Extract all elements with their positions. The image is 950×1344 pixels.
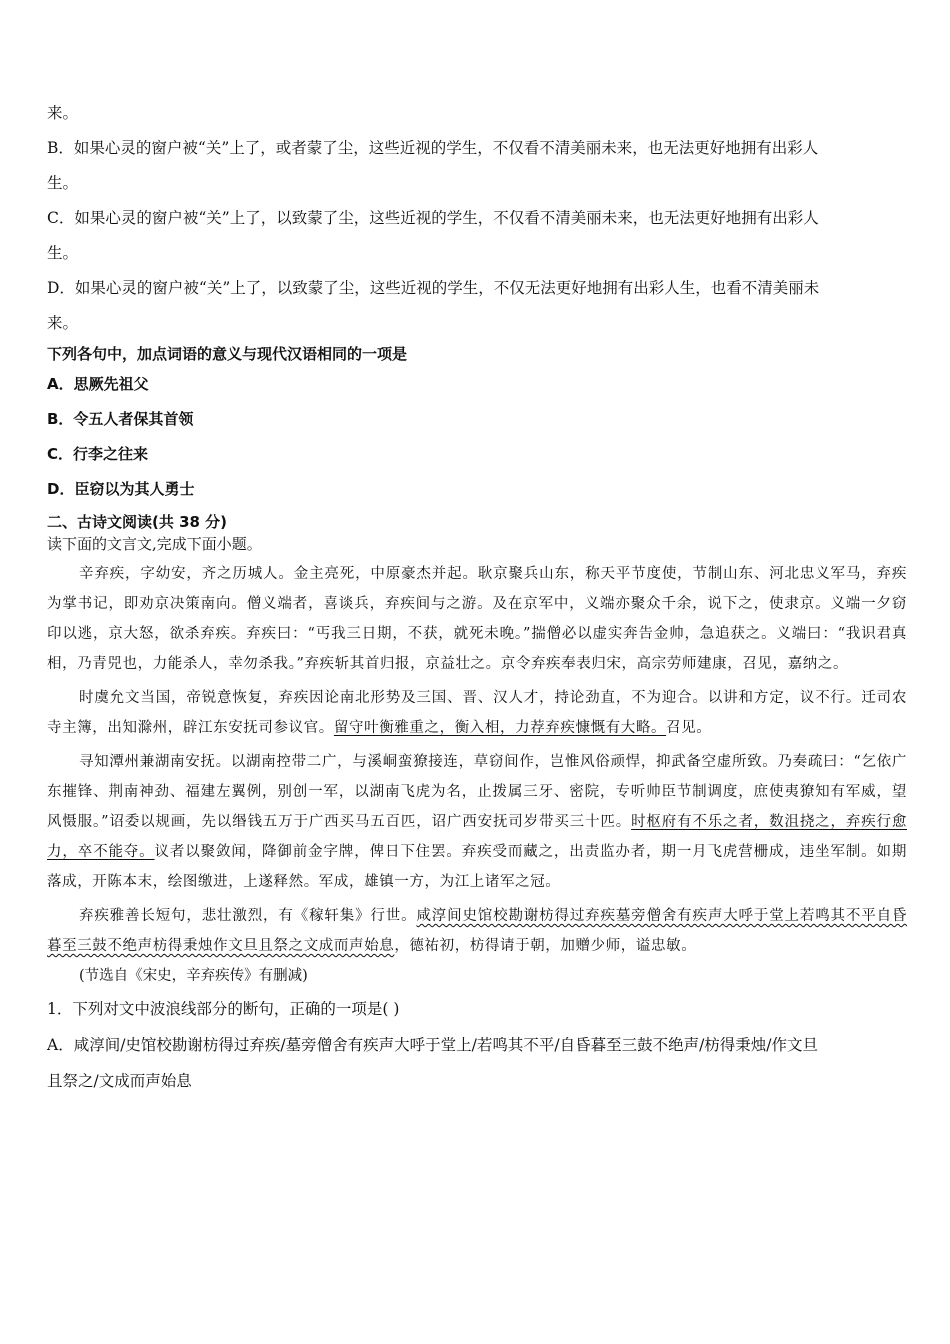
p3-underlined: 时枢府有不乐之者，数沮挠之，弃疾行愈力，卒不能夺。 bbox=[47, 814, 907, 860]
section-title: 二、古诗文阅读(共 38 分) bbox=[47, 513, 228, 531]
previous-question-options bbox=[47, 96, 907, 341]
p2-underlined: 留守叶衡雅重之，衡入相，力荐弃疾慷慨有大略。 bbox=[333, 720, 667, 736]
passage-paragraph-4 bbox=[47, 901, 907, 961]
p2-tail: 召见。 bbox=[666, 720, 712, 736]
option-c: C．如果心灵的窗户被“关”上了，以致蒙了尘，这些近视的学生，不仅看不清美丽未来，也无法更好地拥有出彩人 bbox=[47, 209, 819, 227]
question-1-stem: 1．下列对文中波浪线部分的断句，正确的一项是( ) bbox=[47, 1000, 400, 1018]
option-d-continuation: 来。 bbox=[47, 314, 79, 332]
p3-tail: 议者以聚敛闻，降御前金字牌，俾日下住罢。弃疾受而藏之，出责监办者，期一月飞虎营栅成，违坐军制。如期落成，开陈本末，绘图缴进，上遂释然。军成，雄镇一方，为江上诸军之冠。 bbox=[47, 844, 907, 890]
document-page bbox=[47, 96, 907, 1099]
word-option-a: A．思厥先祖父 bbox=[47, 375, 149, 393]
question-1 bbox=[47, 991, 907, 1099]
option-b: B．如果心灵的窗户被“关”上了，或者蒙了尘，这些近视的学生，不仅看不清美丽未来，也无法更好地拥有出彩人 bbox=[47, 139, 819, 157]
option-a-continuation: 来。 bbox=[47, 104, 79, 122]
section-instruction: 读下面的文言文,完成下面小题。 bbox=[47, 535, 262, 553]
question-1-option-a-line1: A．咸淳间/史馆校勘谢枋得过弃疾/墓旁僧舍有疾声大呼于堂上/若鸣其不平/自昏暮至三鼓不绝声/枋得秉烛/作文旦 bbox=[47, 1036, 819, 1054]
word-option-b: B．令五人者保其首领 bbox=[47, 410, 194, 428]
option-c-continuation: 生。 bbox=[47, 244, 79, 262]
word-option-d: D．臣窃以为其人勇士 bbox=[47, 480, 195, 498]
passage-paragraph-1: 辛弃疾，字幼安，齐之历城人。金主亮死，中原豪杰并起。耿京聚兵山东，称天平节度使，节制山东、河北忠义军马，弃疾为掌书记，即劝京决策南向。僧义端者，喜谈兵，弃疾间与之游。及在京军中，义端亦聚众千余，说下之，使隶京。义端一夕窃印以逃，京大怒，欲杀弃疾。弃疾曰：“丐我三日期，不获，就死未晚。”揣僧必以虚实奔告金帅，急追获之。义端曰：“我识君真相，乃青兕也，力能杀人，幸勿杀我。”弃疾斩其首归报，京益壮之。京令弃疾奉表归宋，高宗劳师建康，召见，嘉纳之。 bbox=[47, 566, 907, 672]
p4-tail: ，德祐初，枋得请于朝，加赠少师，谥忠敏。 bbox=[394, 938, 697, 954]
option-b-continuation: 生。 bbox=[47, 174, 79, 192]
p4-text: 弃疾雅善长短句，悲壮激烈，有《稼轩集》行世。 bbox=[79, 908, 417, 924]
passage-paragraph-3 bbox=[47, 747, 907, 897]
word-option-c: C．行李之往来 bbox=[47, 445, 149, 463]
passage-paragraph-2 bbox=[47, 683, 907, 743]
p4-wavy: 咸淳间史馆校勘谢枋得过弃疾墓旁僧舍有疾声大呼于堂上若鸣其不平自昏暮至三鼓不绝声枋得秉烛作文旦且祭之文成而声始息 bbox=[47, 908, 908, 954]
classical-passage bbox=[47, 559, 907, 991]
option-d: D．如果心灵的窗户被“关”上了，以致蒙了尘，这些近视的学生，不仅无法更好地拥有出彩人生，也看不清美丽未 bbox=[47, 279, 820, 297]
question-1-option-a-line2: 且祭之/文成而声始息 bbox=[47, 1072, 192, 1090]
p3-text: 寻知潭州兼湖南安抚。以湖南控带二广，与溪峒蛮獠接连，草窃间作，岂惟风俗顽悍，抑武备空虚所致。乃奏疏曰：“乞依广东摧锋、荆南神劲、福建左翼例，别创一军，以湖南飞虎为名，止拨属三牙、密院，专听帅臣节制调度，庶使夷獠知有军威，望风慑服。”诏委以规画，先以缗钱五万于广西买马五百匹，诏广西安抚司岁带买三十匹。 bbox=[47, 754, 907, 830]
word-meaning-question bbox=[47, 341, 907, 507]
passage-source: (节选自《宋史，辛弃疾传》有删减) bbox=[79, 968, 308, 984]
p2-text: 时虞允文当国，帝锐意恢复，弃疾因论南北形势及三国、晋、汉人才，持论劲直，不为迎合。以讲和方定，议不行。迁司农寺主簿，出知滁州，辟江东安抚司参议官。 bbox=[47, 690, 907, 736]
question-stem: 下列各句中，加点词语的意义与现代汉语相同的一项是 bbox=[47, 345, 408, 363]
